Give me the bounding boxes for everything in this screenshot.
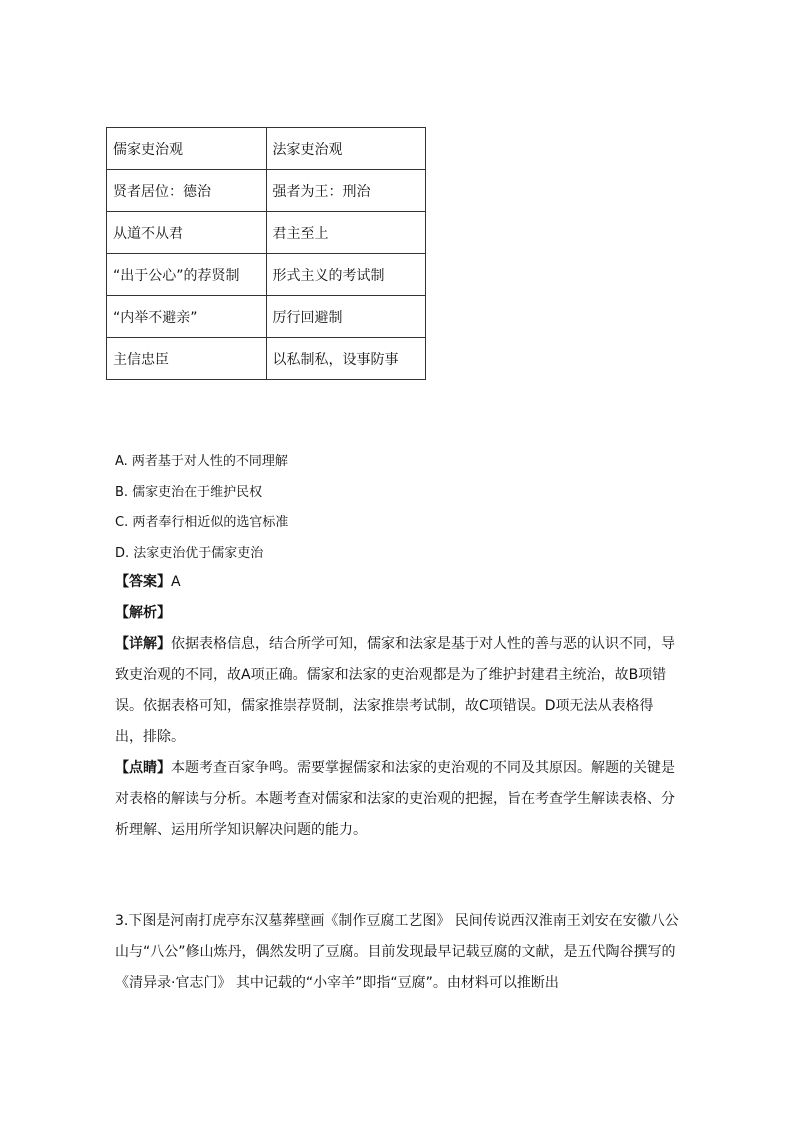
table-row: [107, 170, 426, 212]
question-3-text: 3.下图是河南打虎亭东汉墓葬壁画《制作豆腐工艺图》 民间传说西汉淮南王刘安在安徽八公山与“八公”修山炼丹，偶然发明了豆腐。目前发现最早记载豆腐的文献，是五代陶谷撰写的《清异录·官志门》 其中记载的“小宰羊”即指“豆腐”。由材料可以推断出: [115, 913, 679, 991]
table-cell: 从道不从君: [107, 212, 267, 254]
option-b: B. 儒家吏治在于维护民权: [115, 484, 263, 500]
option-d: D. 法家吏治优于儒家吏治: [115, 545, 264, 561]
analysis-heading: [115, 598, 681, 629]
table-cell: 君主至上: [266, 212, 426, 254]
answer-label: 【答案】: [115, 574, 171, 590]
question-3: [115, 906, 681, 999]
answer-options: [115, 447, 288, 569]
answer-value: A: [171, 574, 181, 590]
answer-analysis: [115, 567, 681, 846]
table-row: [107, 338, 426, 380]
option-a: A. 两者基于对人性的不同理解: [115, 454, 288, 469]
table-cell: 厉行回避制: [266, 296, 426, 338]
detail-label: 【详解】: [115, 636, 171, 652]
table-cell: 以私制私，设事防事: [266, 338, 426, 380]
answer-line: [115, 567, 681, 598]
option-c: C. 两者奉行相近似的选官标准: [115, 515, 289, 531]
table-row: [107, 296, 426, 338]
detail-paragraph: [115, 629, 681, 753]
table-cell: 贤者居位：德治: [107, 170, 267, 212]
table-cell: 强者为王：刑治: [266, 170, 426, 212]
table-cell: 主信忠臣: [107, 338, 267, 380]
table-cell: 形式主义的考试制: [266, 254, 426, 296]
comparison-table: [106, 127, 426, 380]
point-text: 本题考查百家争鸣。需要掌握儒家和法家的吏治观的不同及其原因。解题的关键是对表格的解读与分析。本题考查对儒家和法家的吏治观的把握，旨在考查学生解读表格、分析理解、运用所学知识解决问题的能力。: [115, 760, 675, 838]
table-cell: 儒家吏治观: [107, 128, 267, 170]
table-cell: “内举不避亲”: [107, 296, 267, 338]
detail-text: 依据表格信息，结合所学可知，儒家和法家是基于对人性的善与恶的认识不同，导致吏治观的不同，故A项正确。儒家和法家的吏治观都是为了维护封建君主统治，故B项错误。依据表格可知，儒家推崇荐贤制，法家推崇考试制，故C项错误。D项无法从表格得出，排除。: [115, 636, 675, 745]
point-paragraph: [115, 753, 681, 846]
table-row: [107, 254, 426, 296]
point-label: 【点睛】: [115, 760, 171, 776]
table-row: [107, 128, 426, 170]
table-cell: “出于公心”的荐贤制: [107, 254, 267, 296]
table-row: [107, 212, 426, 254]
table-cell: 法家吏治观: [266, 128, 426, 170]
analysis-label: 【解析】: [115, 605, 171, 621]
